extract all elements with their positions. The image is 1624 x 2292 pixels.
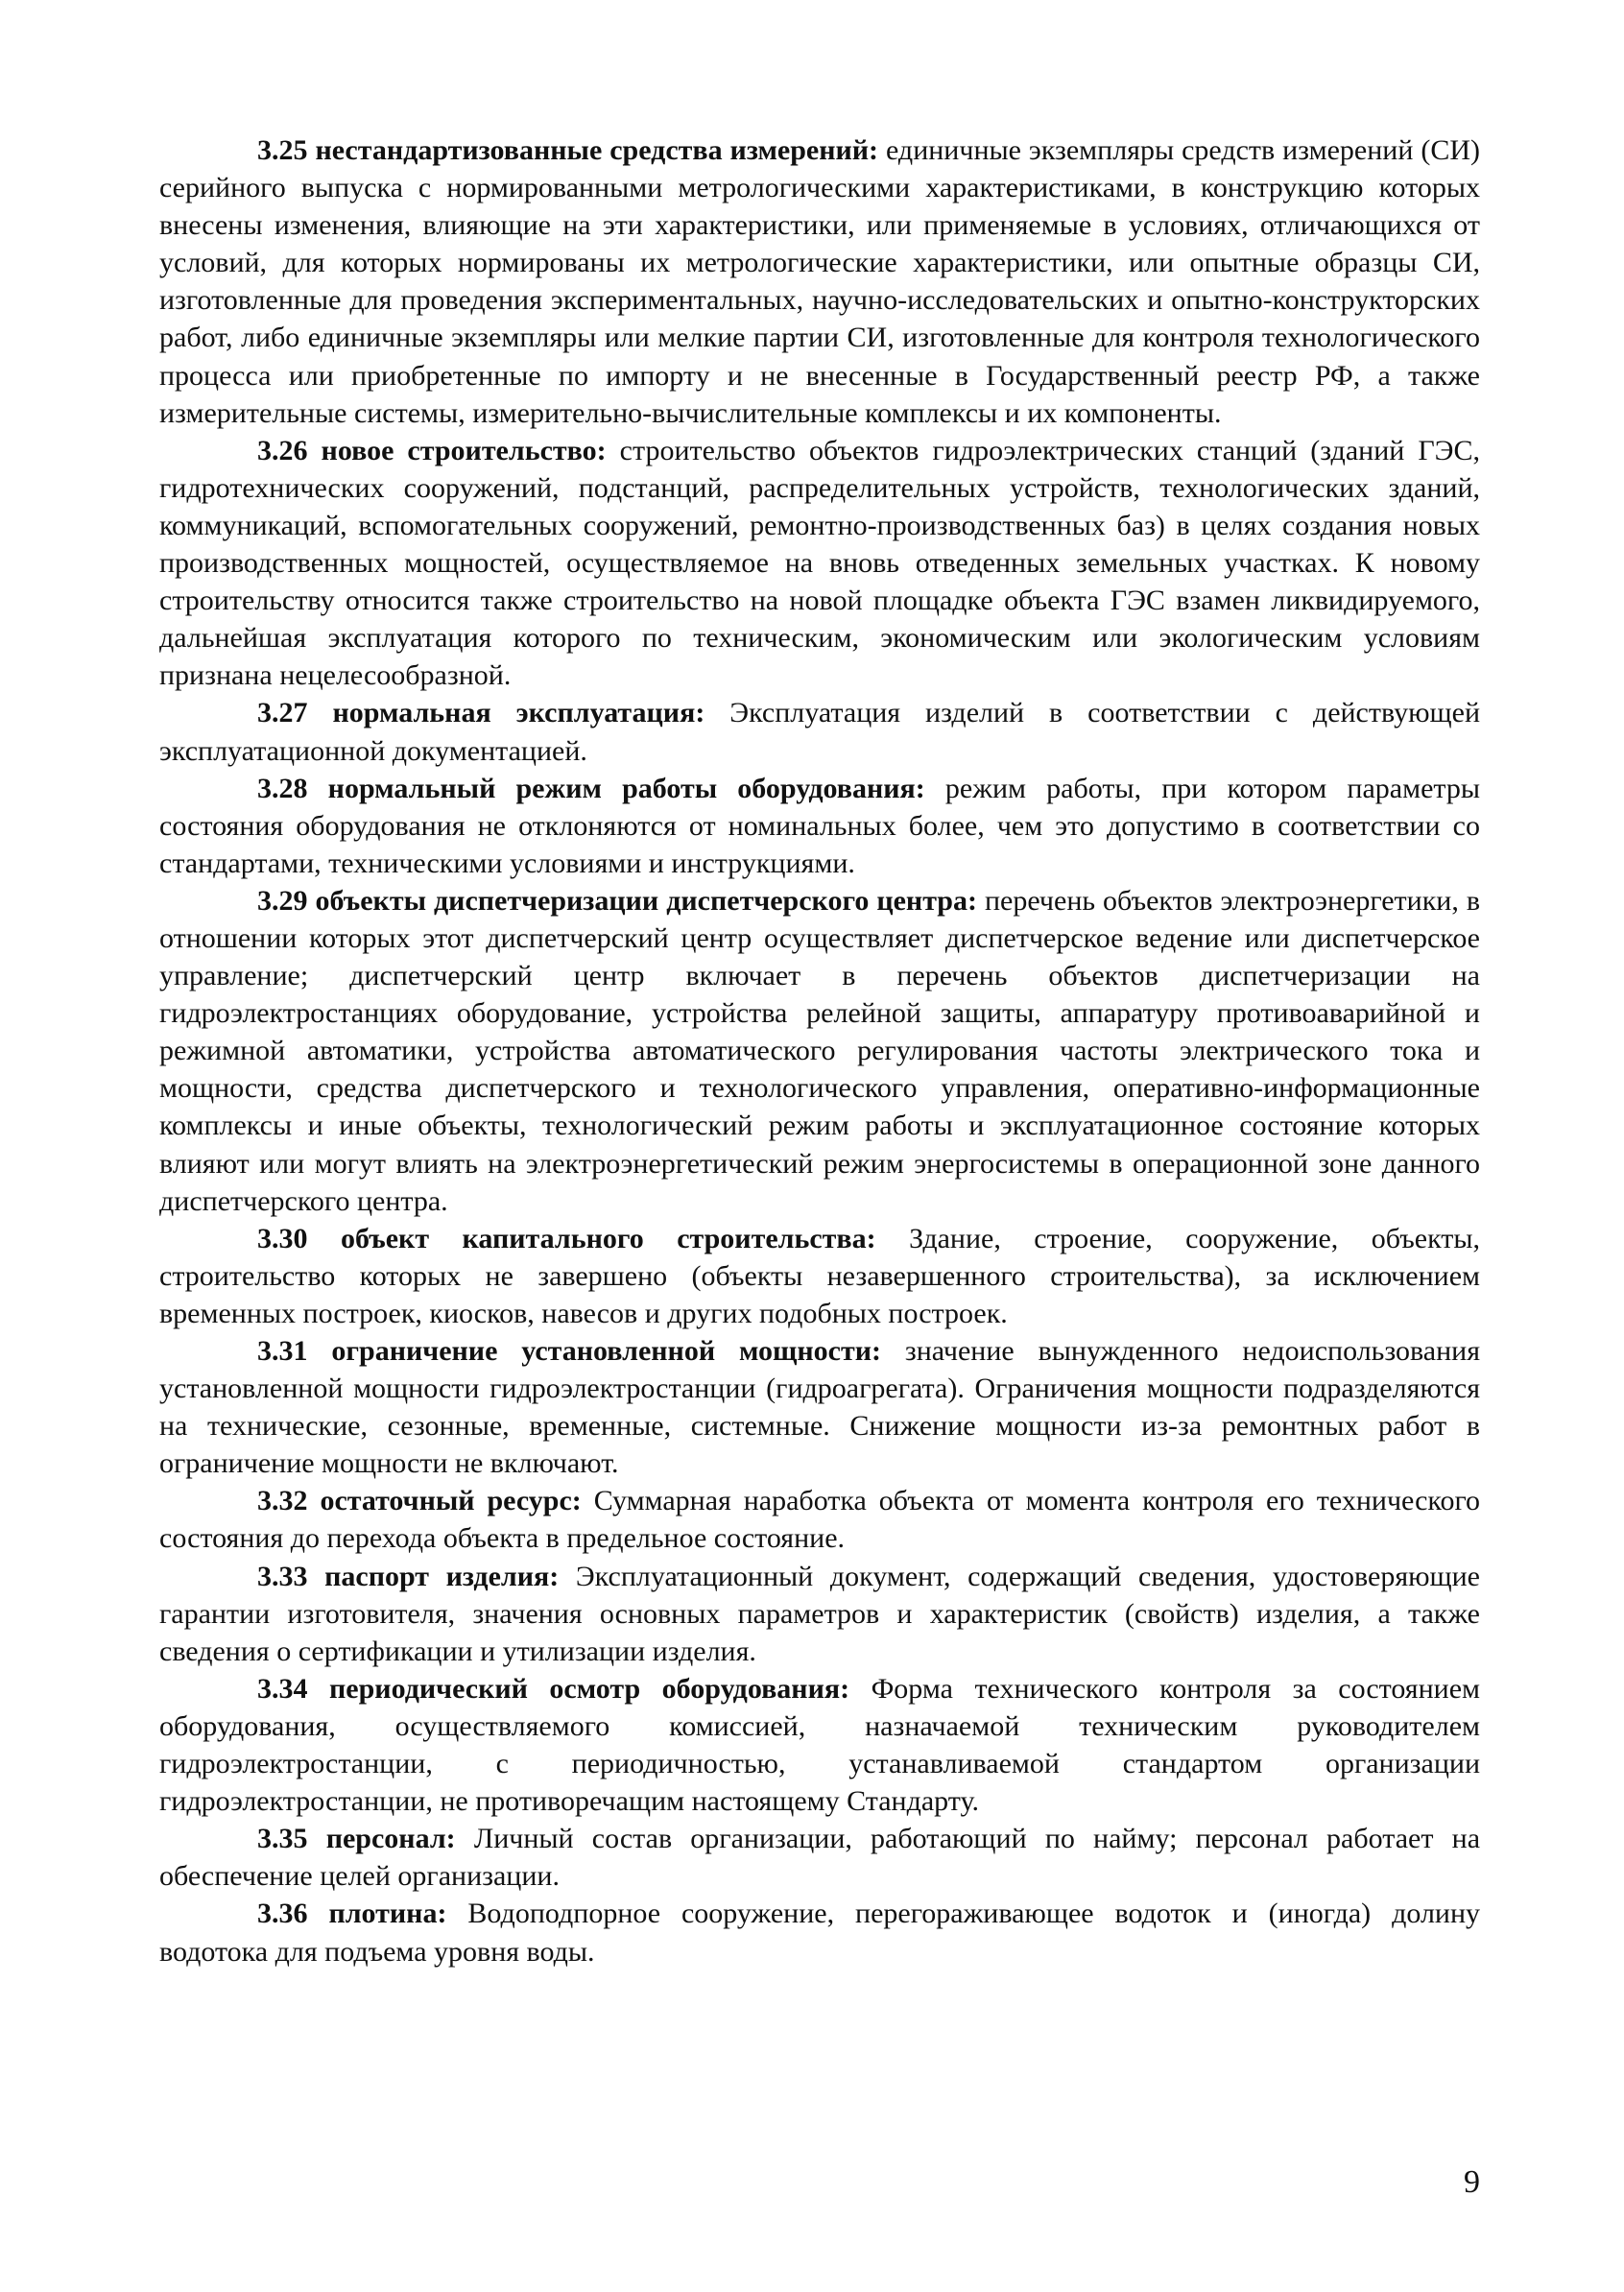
definitions-section — [159, 131, 1480, 1970]
term-3-33 — [159, 1558, 1480, 1670]
term-definition: Суммарная наработка объекта от момента контроля его технического состояния до перехода объекта в предельное состояние. — [159, 1485, 1481, 1555]
term-title: остаточный ресурс: — [320, 1485, 582, 1517]
term-3-30 — [159, 1220, 1480, 1332]
term-definition: единичные экземпляры средств измерений (СИ) серийного выпуска с нормированными метрологическими характеристиками, в конструкцию которых внесены изменения, влияющие на эти характеристики, или применяемые в условиях, отличающихся от условий, для которых нормированы их метрологические характеристики, или опытные образцы СИ, изготовленные для проведения экспериментальных, научно-исследовательских и опытно-конструкторских работ, либо единичные экземпляры или мелкие партии СИ, изготовленные для контроля технологического процесса или приобретенные по импорту и не внесенные в Государственный реестр РФ, а также измерительные системы, измерительно-вычислительные комплексы и их компоненты. — [159, 134, 1481, 429]
term-number: 3.32 — [257, 1485, 308, 1517]
term-number: 3.28 — [257, 772, 308, 804]
term-title: объекты диспетчеризации диспетчерского центра: — [315, 884, 977, 917]
page-number: 9 — [1464, 2164, 1480, 2200]
term-number: 3.31 — [257, 1335, 308, 1367]
term-title: периодический осмотр оборудования: — [329, 1672, 850, 1705]
term-number: 3.29 — [257, 884, 308, 917]
term-definition: перечень объектов электроэнергетики, в отношении которых этот диспетчерский центр осуществляет диспетчерское ведение или диспетчерское управление; диспетчерский центр включает в перечень объектов диспетчеризации на гидроэлектростанциях оборудование, устройства релейной защиты, аппаратуру противоаварийной и режимной автоматики, устройства автоматического регулирования частоты электрического тока и мощности, средства диспетчерского и технологического управления, оперативно-информационные комплексы и иные объекты, технологический режим работы и эксплуатационное состояние которых влияют или могут влиять на электроэнергетический режим энергосистемы в операционной зоне данного диспетчерского центра. — [159, 884, 1481, 1217]
term-number: 3.35 — [257, 1823, 308, 1855]
term-number: 3.27 — [257, 697, 308, 729]
term-number: 3.26 — [257, 434, 308, 466]
term-title: нормальный режим работы оборудования: — [327, 772, 925, 804]
term-3-31 — [159, 1332, 1480, 1482]
term-number: 3.33 — [257, 1560, 308, 1592]
term-3-35 — [159, 1820, 1480, 1895]
term-definition: значение вынужденного недоиспользования установленной мощности гидроэлектростанции (гидроагрегата). Ограничения мощности подразделяются на технические, сезонные, временные, системные. Снижение мощности из-за ремонтных работ в ограничение мощности не включают. — [159, 1335, 1481, 1480]
term-3-36 — [159, 1895, 1480, 1970]
term-title: персонал: — [325, 1823, 456, 1855]
term-number: 3.34 — [257, 1672, 308, 1705]
term-number: 3.25 — [257, 134, 308, 166]
term-title: нормальная эксплуатация: — [332, 697, 705, 729]
term-3-29 — [159, 882, 1480, 1220]
term-3-27 — [159, 694, 1480, 769]
term-definition: Эксплуатация изделий в соответствии с действующей эксплуатационной документацией. — [159, 697, 1481, 767]
term-title: плотина: — [328, 1898, 447, 1930]
term-3-28 — [159, 770, 1480, 882]
term-definition: Форма технического контроля за состоянием оборудования, осуществляемого комиссией, назначаемой техническим руководителем гидроэлектростанции, с периодичностью, устанавливаемой стандартом организации гидроэлектростанции, не противоречащим настоящему Стандарту. — [159, 1672, 1481, 1818]
term-title: новое строительство: — [321, 434, 607, 466]
term-3-25 — [159, 131, 1480, 432]
term-title: объект капитального строительства: — [340, 1222, 876, 1254]
term-definition: Водоподпорное сооружение, перегораживающее водоток и (иногда) долину водотока для подъема уровня воды. — [159, 1898, 1481, 1968]
term-definition: режим работы, при котором параметры состояния оборудования не отклоняются от номинальных более, чем это допустимо в соответствии со стандартами, техническими условиями и инструкциями. — [159, 772, 1481, 879]
term-definition: Личный состав организации, работающий по найму; персонал работает на обеспечение целей организации. — [159, 1823, 1481, 1893]
term-definition: Эксплуатационный документ, содержащий сведения, удостоверяющие гарантии изготовителя, значения основных параметров и характеристик (свойств) изделия, а также сведения о сертификации и утилизации изделия. — [159, 1560, 1481, 1667]
term-number: 3.30 — [257, 1222, 308, 1254]
term-number: 3.36 — [257, 1898, 308, 1930]
term-title: паспорт изделия: — [324, 1560, 560, 1592]
term-3-26 — [159, 432, 1480, 695]
term-title: нестандартизованные средства измерений: — [315, 134, 879, 166]
term-3-32 — [159, 1482, 1480, 1557]
term-definition: строительство объектов гидроэлектрических станций (зданий ГЭС, гидротехнических сооружений, подстанций, распределительных устройств, технологических зданий, коммуникаций, вспомогательных сооружений, ремонтно-производственных баз) в целях создания новых производственных мощностей, осуществляемое на вновь отведенных земельных участках. К новому строительству относится также строительство на новой площадке объекта ГЭС взамен ликвидируемого, дальнейшая эксплуатация которого по техническим, экономическим или экологическим условиям признана нецелесообразной. — [159, 434, 1480, 692]
term-definition: Здание, строение, сооружение, объекты, строительство которых не завершено (объекты незавершенного строительства), за исключением временных построек, киосков, навесов и других подобных построек. — [159, 1222, 1481, 1329]
term-title: ограничение установленной мощности: — [331, 1335, 881, 1367]
term-3-34 — [159, 1670, 1480, 1820]
